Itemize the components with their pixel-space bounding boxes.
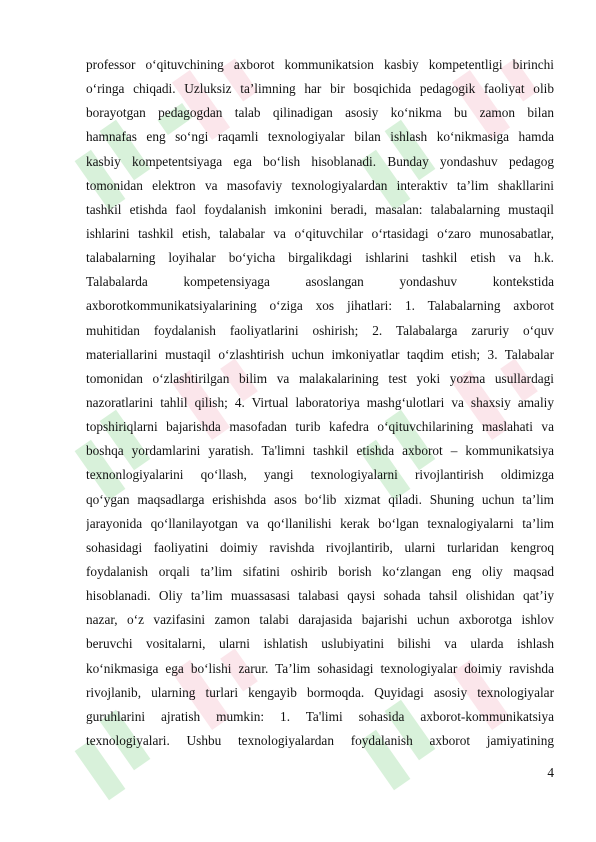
text-line: Talabalarda kompetensiyaga asoslangan yondashuv kontekstida [86, 274, 554, 290]
body-text [86, 53, 554, 753]
text-line: ko‘nikmasiga ega bo‘lishi zarur. Ta’lim sohasidagi texnologiyalar doimiy ravishda [86, 660, 554, 676]
text-line: boshqa yordamlarini yaratish. Ta'limni tashkil etishda axborot – kommunikatsiya [86, 443, 554, 459]
text-line: qo‘ygan maqsadlarga erishishda asos bo‘lib xizmat qiladi. Shuning uchun ta’lim [86, 491, 554, 507]
text-line: axborotkommunikatsiyalarining o‘ziga xos jihatlari: 1. Talabalarning axborot [86, 298, 554, 314]
text-line: tomonidan o‘zlashtirilgan bilim va malakalarining test yoki yozma usullardagi [86, 370, 554, 386]
text-line: borayotgan pedagogdan talab qilinadigan asosiy ko‘nikma bu zamon bilan [86, 105, 554, 121]
text-line: hamnafas eng so‘ngi raqamli texnologiyalar bilan ishlash ko‘nikmasiga hamda [86, 129, 554, 145]
text-line: o‘ringa chiqadi. Uzluksiz ta’limning har bir bosqichida pedagogik faoliyat olib [86, 81, 554, 97]
text-line: foydalanish orqali ta’lim sifatini oshirib borish ko‘zlangan eng oliy maqsad [86, 563, 554, 579]
text-line: muhitidan foydalanish faoliyatlarini oshirish; 2. Talabalarga zaruriy o‘quv [86, 322, 554, 338]
text-line: materiallarini mustaqil o‘zlashtirish uchun imkoniyatlar taqdim etish; 3. Talabalar [86, 346, 554, 362]
text-line: texnologiyalari. Ushbu texnologiyalardan foydalanish axborot jamiyatining [86, 732, 554, 748]
text-line: kasbiy kompetentsiyaga ega bo‘lish hisoblanadi. Bunday yondashuv pedagog [86, 153, 554, 169]
text-line: nazar, o‘z vazifasini zamon talabi darajasida bajarishi uchun axborotga ishlov [86, 612, 554, 628]
text-line: beruvchi vositalarni, ularni ishlatish uslubiyatini bilishi va ularda ishlash [86, 636, 554, 652]
page-number: 4 [547, 765, 554, 780]
text-line: talabalarning loyihalar bo‘yicha birgalikdagi ishlarini tashkil etish va h.k. [86, 250, 554, 266]
text-line: topshiriqlarni bajarishda masofadan turib kafedra o‘qituvchilarining maslahati va [86, 419, 554, 435]
text-line: ishlarini tashkil etish, talabalar va o‘qituvchilar o‘rtasidagi o‘zaro munosabatlar, [86, 225, 554, 241]
text-line: professor o‘qituvchining axborot kommunikatsion kasbiy kompetentligi birinchi [86, 57, 554, 72]
text-line: tomonidan elektron va masofaviy texnologiyalardan interaktiv ta’lim shakllarini [86, 177, 554, 193]
text-line: nazoratlarini tahlil qilish; 4. Virtual laboratoriya mashg‘ulotlari va shaxsiy amaliy [86, 394, 554, 410]
text-line: texnonlogiyalarini qo‘llash, yangi texnologiyalarni rivojlantirish oldimizga [86, 467, 554, 483]
text-line: jarayonida qo‘llanilayotgan va qo‘llanilishi kerak bo‘lgan texnalogiyalarni ta’lim [86, 515, 554, 531]
text-line: guruhlarini ajratish mumkin: 1. Ta'limi sohasida axborot-kommunikatsiya [86, 708, 554, 724]
text-line: rivojlanib, ularning turlari kengayib bormoqda. Quyidagi asosiy texnologiyalar [86, 684, 554, 700]
text-line: hisoblanadi. Oliy ta’lim muassasasi talabasi qaysi sohada tahsil olishidan qat’iy [86, 588, 554, 604]
text-line: tashkil etishda faol foydalanish imkonini beradi, masalan: talabalarning mustaqil [86, 201, 554, 217]
text-line: sohasidagi faoliyatini doimiy ravishda rivojlantirib, ularni turlaridan kengroq [86, 539, 554, 555]
